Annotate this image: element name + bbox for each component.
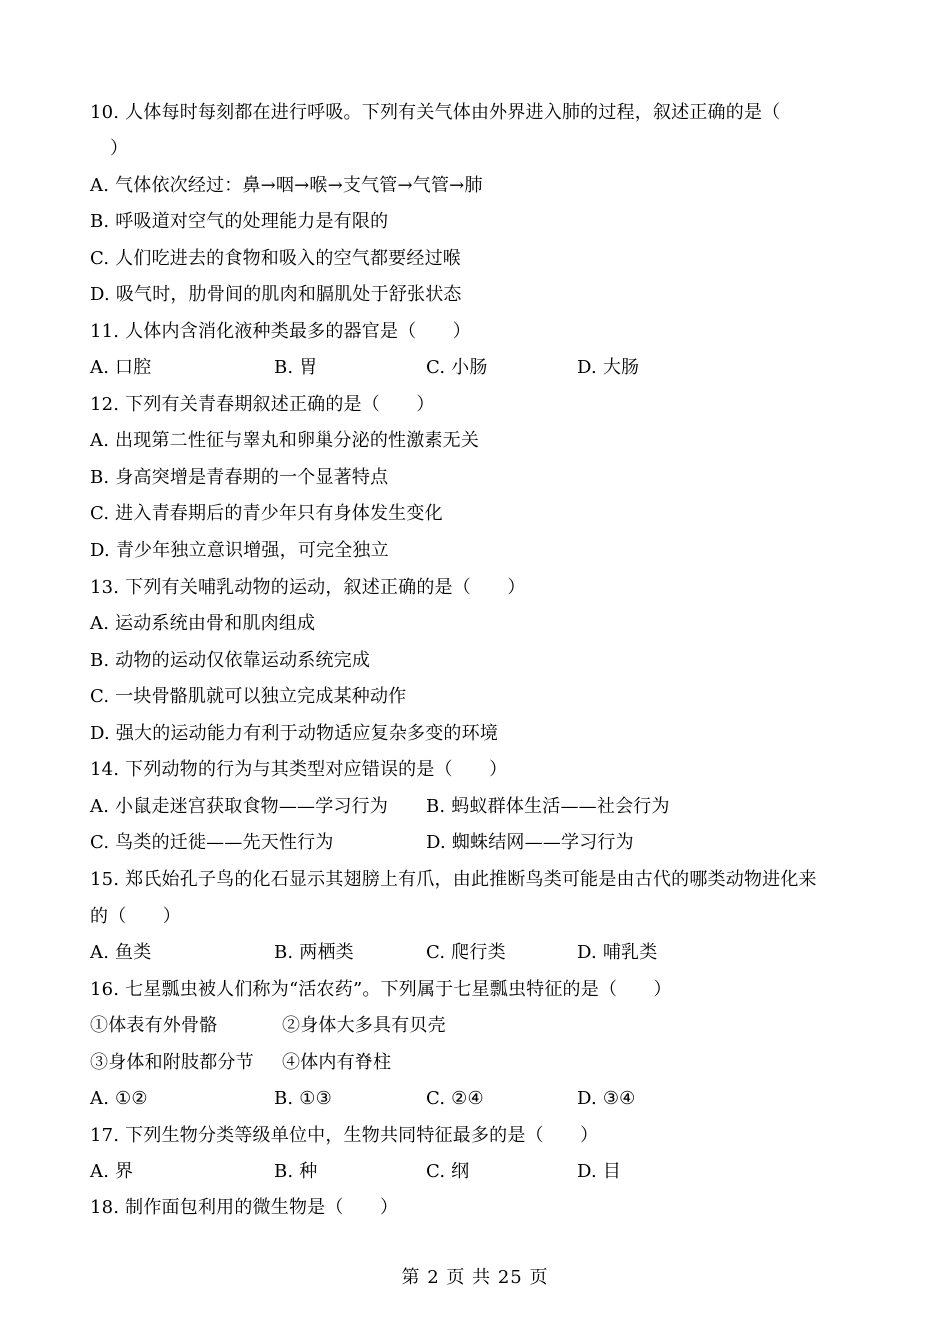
q12-option-c: C. 进入青春期后的青少年只有身体发生变化: [90, 503, 443, 524]
q15-stem-line2: 的（ ）: [90, 906, 181, 927]
q13-option-a: A. 运动系统由骨和肌肉组成: [90, 613, 316, 634]
q14-option-b: B. 蚂蚁群体生活——社会行为: [426, 796, 670, 817]
q13-option-d: D. 强大的运动能力有利于动物适应复杂多变的环境: [90, 723, 499, 744]
q16-item-1: ①体表有外骨骼: [90, 1015, 218, 1036]
q17-option-d: D. 目: [577, 1161, 622, 1182]
q12-option-d: D. 青少年独立意识增强，可完全独立: [90, 540, 389, 561]
q15-stem-line1: 15. 郑氏始孔子鸟的化石显示其翅膀上有爪，由此推断鸟类可能是由古代的哪类动物进化来: [90, 869, 817, 890]
page-footer: 第 2 页 共 25 页: [401, 1267, 549, 1288]
q14-option-c: C. 鸟类的迁徙——先天性行为: [90, 832, 334, 853]
q16-item-3: ③身体和附肢都分节: [90, 1052, 254, 1073]
q11-stem: 11. 人体内含消化液种类最多的器官是（ ）: [90, 321, 471, 342]
q17-option-a: A. 界: [90, 1161, 134, 1182]
q11-option-c: C. 小肠: [426, 357, 488, 378]
q10-stem-line1: 10. 人体每时每刻都在进行呼吸。下列有关气体由外界进入肺的过程，叙述正确的是（: [90, 102, 781, 123]
q17-option-b: B. 种: [274, 1161, 318, 1182]
q12-option-a: A. 出现第二性征与睾丸和卵巢分泌的性激素无关: [90, 430, 480, 451]
q15-option-b: B. 两栖类: [274, 942, 354, 963]
q16-option-c: C. ②④: [426, 1088, 484, 1109]
q10-stem-line2: ）: [110, 138, 129, 159]
q16-option-a: A. ①②: [90, 1088, 148, 1109]
q11-option-a: A. 口腔: [90, 357, 152, 378]
q17-option-c: C. 纲: [426, 1161, 470, 1182]
q15-option-a: A. 鱼类: [90, 942, 152, 963]
q11-option-b: B. 胃: [274, 357, 318, 378]
q10-option-b: B. 呼吸道对空气的处理能力是有限的: [90, 211, 389, 232]
q15-option-c: C. 爬行类: [426, 942, 506, 963]
q16-item-2: ②身体大多具有贝壳: [282, 1015, 446, 1036]
q15-option-d: D. 哺乳类: [577, 942, 658, 963]
q12-option-b: B. 身高突增是青春期的一个显著特点: [90, 467, 389, 488]
q13-option-b: B. 动物的运动仅依靠运动系统完成: [90, 650, 371, 671]
q17-stem: 17. 下列生物分类等级单位中，生物共同特征最多的是（ ）: [90, 1125, 599, 1146]
q16-option-b: B. ①③: [274, 1088, 332, 1109]
q14-stem: 14. 下列动物的行为与其类型对应错误的是（ ）: [90, 759, 508, 780]
q10-option-a: A. 气体依次经过：鼻→咽→喉→支气管→气管→肺: [90, 175, 483, 196]
q12-stem: 12. 下列有关青春期叙述正确的是（ ）: [90, 394, 435, 415]
q13-option-c: C. 一块骨骼肌就可以独立完成某种动作: [90, 686, 407, 707]
q18-stem: 18. 制作面包利用的微生物是（ ）: [90, 1197, 399, 1218]
q16-option-d: D. ③④: [577, 1088, 636, 1109]
q11-option-d: D. 大肠: [577, 357, 640, 378]
q14-option-d: D. 蜘蛛结网——学习行为: [426, 832, 634, 853]
q16-stem: 16. 七星瓢虫被人们称为“活农药”。下列属于七星瓢虫特征的是（ ）: [90, 979, 672, 1000]
q14-option-a: A. 小鼠走迷宫获取食物——学习行为: [90, 796, 389, 817]
q16-item-4: ④体内有脊柱: [282, 1052, 392, 1073]
q13-stem: 13. 下列有关哺乳动物的运动，叙述正确的是（ ）: [90, 577, 526, 598]
q10-option-c: C. 人们吃进去的食物和吸入的空气都要经过喉: [90, 248, 461, 269]
q10-option-d: D. 吸气时，肋骨间的肌肉和膈肌处于舒张状态: [90, 284, 462, 305]
